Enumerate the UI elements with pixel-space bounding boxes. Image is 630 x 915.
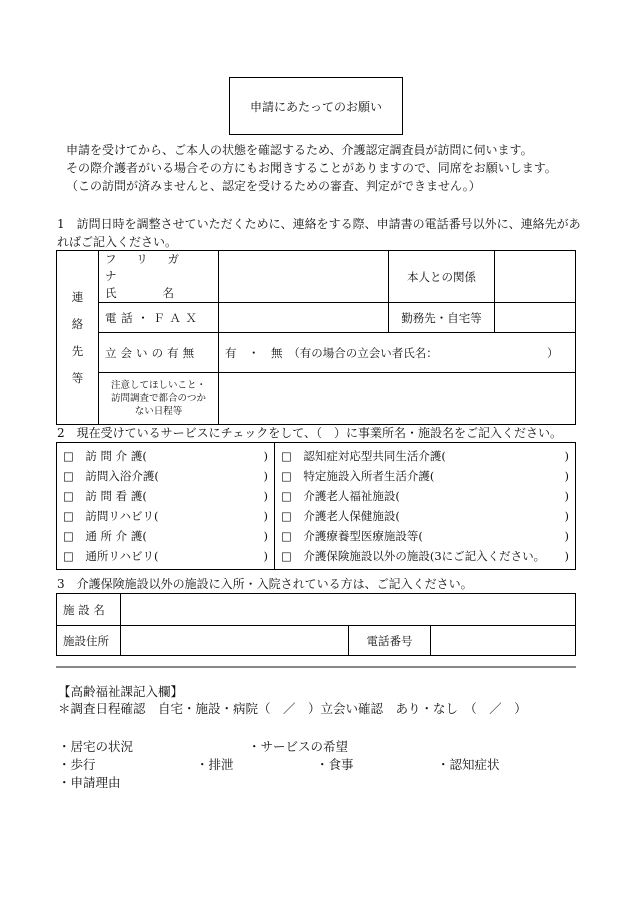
facility-phone-field[interactable] [431,626,576,656]
item-service-wish: ・サービスの希望 [248,739,349,754]
service-item[interactable]: □ 訪問リハビリ( ) [63,509,268,523]
service-item[interactable]: □ 訪問入浴介護( ) [63,469,268,483]
intro-line-2: その際介護者がいる場合その方にもお聞きすることがありますので、同席をお願いします。 [66,161,557,175]
relation-label: 本人との関係 [389,251,495,303]
intro-line-3: （この訪問が済みませんと、認定を受けるための審査、判定ができません。） [66,179,481,193]
service-item[interactable]: □ 特定施設入所者生活介護( ) [281,469,569,483]
section3-heading: 3 介護保険施設以外の施設に入所・入院されている方は、ご記入ください。 [57,577,473,591]
facility-table [56,593,576,656]
facility-phone-label: 電話番号 [349,626,431,656]
facility-address-field[interactable] [121,626,349,656]
contact-table [56,250,576,425]
services-table [56,442,576,570]
notes-label: 注意してほしいこと・訪問調査で都合のつかない日程等 [99,373,219,425]
office-heading: 【高齢福祉課記入欄】 [58,684,184,699]
relation-field[interactable] [495,251,576,303]
phone-fax-label: 電話・ＦＡＸ [99,303,219,333]
service-item[interactable]: □ 介護保険施設以外の施設(3にご記入ください。 ) [281,549,569,563]
item-home: ・居宅の状況 [58,739,134,754]
divider [56,666,576,668]
witness-label: 立会いの有無 [99,333,219,373]
item-walking: ・歩行 [58,757,96,772]
notice-title: 申請にあたってのお願い [229,77,403,135]
section2-heading: 2 現在受けているサービスにチェックをして、（ ）に事業所名・施設名をご記入ください。 [57,426,563,440]
furigana-name-label: フ リ ガ ナ 氏 名 [99,251,219,303]
item-reason: ・申請理由 [58,775,121,790]
witness-field[interactable]: 有 ・ 無 （有の場合の立会い者氏名： ） [219,333,576,373]
facility-address-label: 施設住所 [57,626,121,656]
service-item[interactable]: □ 介護療養型医療施設等( ) [281,529,569,543]
service-item[interactable]: □ 通 所 介 護( ) [63,529,268,543]
notes-field[interactable] [219,373,576,425]
facility-name-label: 施 設 名 [57,594,121,626]
intro-line-1: 申請を受けてから、ご本人の状態を確認するため、介護認定調査員が訪問に伺います。 [66,143,533,157]
contact-side-label: 連 絡 先 等 [57,251,99,425]
service-item[interactable]: □ 認知症対応型共同生活介護( ) [281,449,569,463]
workplace-label: 勤務先・自宅等 [389,303,495,333]
item-excretion: ・排泄 [196,757,234,772]
service-item[interactable]: □ 訪 問 看 護( ) [63,489,268,503]
service-item[interactable]: □ 介護老人保健施設( ) [281,509,569,523]
service-item[interactable]: □ 通所リハビリ( ) [63,549,268,563]
service-item[interactable]: □ 訪 問 介 護( ) [63,449,268,463]
services-left-column [57,443,275,570]
services-right-column [275,443,576,570]
item-dementia: ・認知症状 [437,757,500,772]
phone-fax-field[interactable] [219,303,389,333]
item-meal: ・食事 [316,757,354,772]
section1-heading: 1 訪問日時を調整させていただくために、連絡をする際、申請書の電話番号以外に、連絡先があ [57,217,581,231]
schedule-line: ＊調査日程確認 自宅・施設・病院（ ／ ）立会い確認 あり・なし （ ／ ） [58,701,527,716]
name-field[interactable] [219,251,389,303]
facility-name-field[interactable] [121,594,576,626]
workplace-field[interactable] [495,303,576,333]
service-item[interactable]: □ 介護老人福祉施設( ) [281,489,569,503]
section1-heading-cont: ればご記入ください。 [57,235,178,249]
